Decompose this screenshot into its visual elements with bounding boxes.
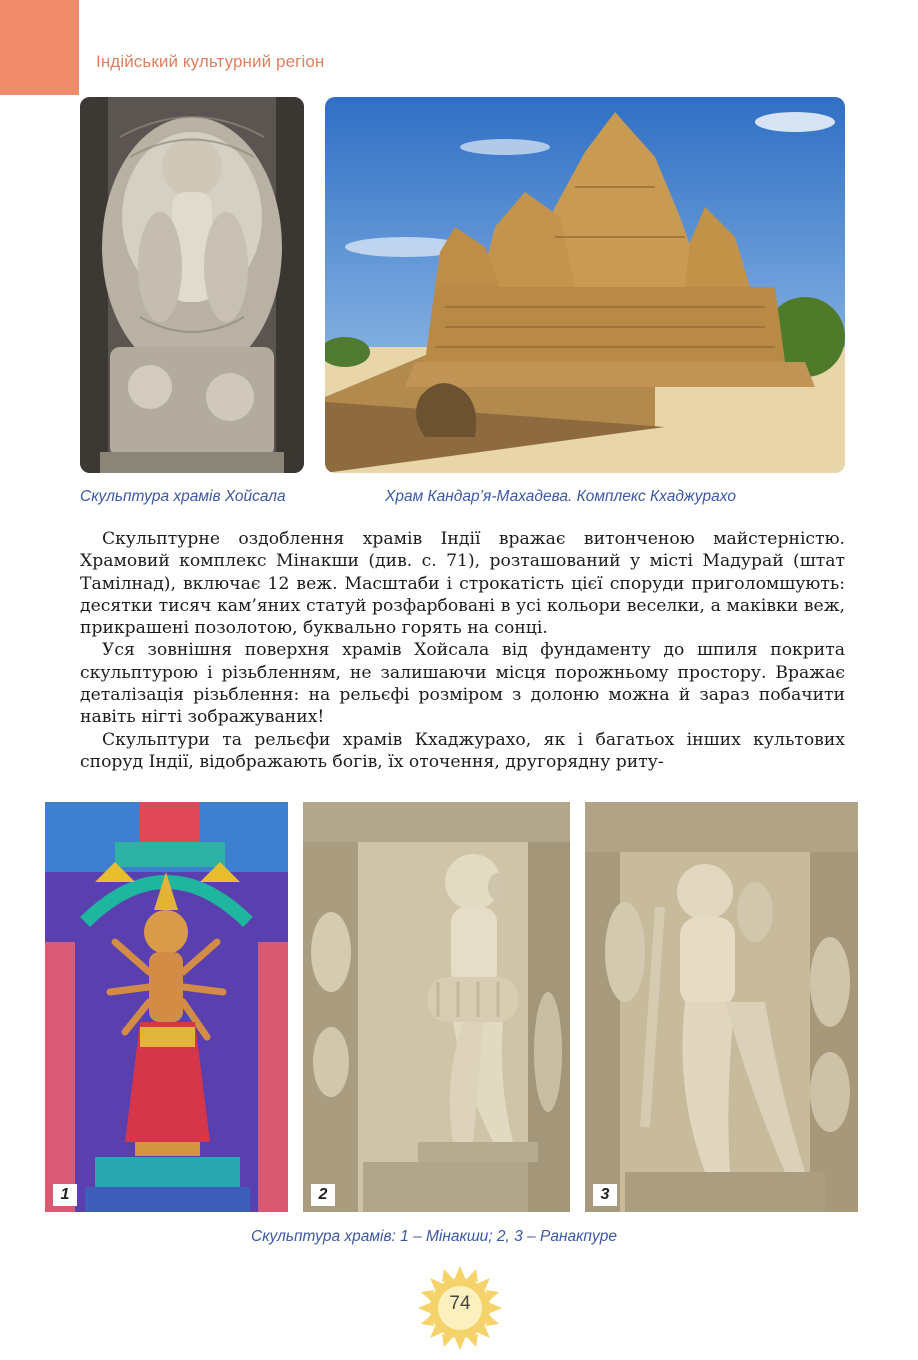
paragraph: Скульптури та рельєфи храмів Кхаджурахо, як і багатьох інших культових споруд Індії, відображають богів, їх оточення, другорядну риту-	[80, 729, 845, 772]
kandariya-caption: Храм Кандар’я-Махадева. Комплекс Кхаджурахо	[385, 488, 736, 505]
meenakshi-painted-sculpture-photo	[45, 802, 288, 1212]
body-text	[80, 528, 845, 773]
photo-number-3: 3	[593, 1184, 617, 1206]
ranakpur-carved-figure-photo	[585, 802, 858, 1212]
paragraph: Скульптурне оздоблення храмів Індії вражає витонченою майстерністю. Храмовий комплекс Мінакши (див. с. 71), розташований у місті Мадурай (штат Тамілнад), включає 12 веж. Масштаби і строкатість цієї споруди приголомшують: десятки тисяч кам’яних статуй розфарбовані в усі кольори веселки, а маківки веж, прикрашені позолотою, буквально горять на сонці.	[80, 529, 845, 639]
corner-tab	[0, 0, 79, 95]
paragraph: Уся зовнішня поверхня храмів Хойсала від фундаменту до шпиля покрита скульптурою і різьбленням, не залишаючи місця порожньому простору. Вражає деталізація різьблення: на рельєфі розміром з долоню можна й зараз побачити навіть нігті зображуваних!	[80, 640, 845, 728]
bottom-photos-caption: Скульптура храмів: 1 – Мінакши; 2, 3 – Ранакпуре	[251, 1228, 617, 1245]
page-number: 74	[449, 1293, 471, 1314]
hoysala-relief-photo	[80, 97, 304, 473]
ranakpur-drummer-relief-photo	[303, 802, 570, 1212]
hoysala-caption: Скульптура храмів Хойсала	[80, 488, 286, 505]
kandariya-temple-photo	[325, 97, 845, 473]
photo-number-2: 2	[311, 1184, 335, 1206]
photo-number-1: 1	[53, 1184, 77, 1206]
section-title: Індійський культурний регіон	[96, 52, 325, 71]
